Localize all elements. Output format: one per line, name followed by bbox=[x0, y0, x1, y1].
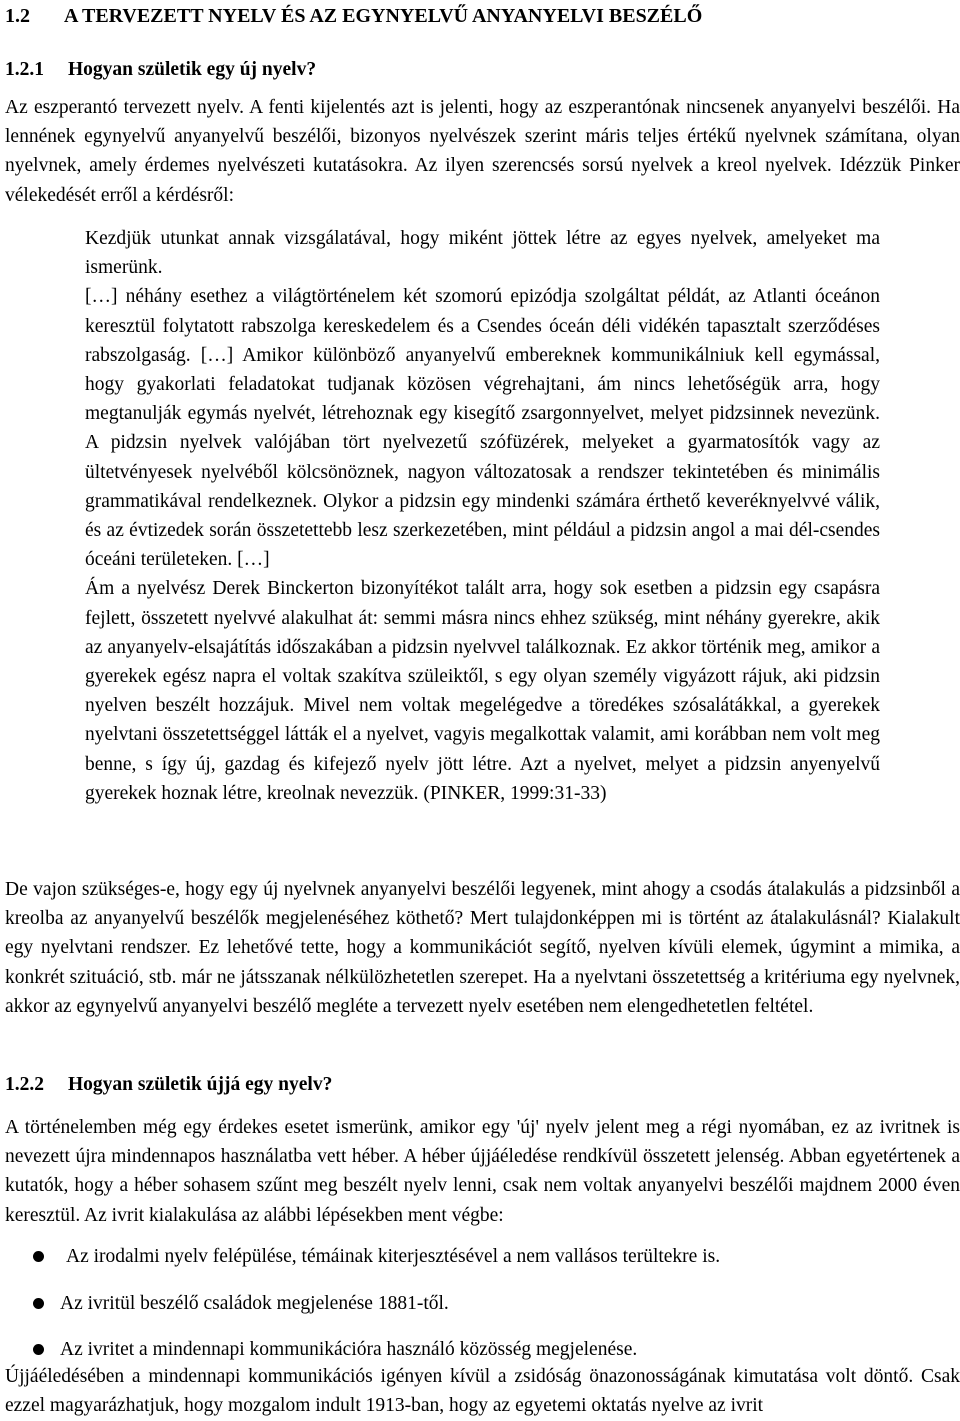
bullet-icon bbox=[33, 1298, 44, 1309]
list-item-text: Az ivritet a mindennapi kommunikációra használó közösség megjelenése. bbox=[60, 1339, 638, 1360]
bullet-icon bbox=[33, 1251, 44, 1262]
subsection-title: Hogyan születik egy új nyelv? bbox=[68, 59, 317, 80]
hebrew-paragraph: A történelemben még egy érdekes esetet ismerünk, amikor egy 'új' nyelv jelent meg a régi nyomában, ez az ivritnek is nevezett újra mindennapos használatba vett héber. A héber újjáéledése rendkívül összetett jelenség. Abban egyetértenek a kutatók, hogy a héber sohasem szűnt meg beszélt nyelv lenni, csak nem voltak anyanyelvi beszélői majdnem 2000 éven keresztül. Az ivrit kialakulása az alábbi lépésekben ment végbe: bbox=[5, 1117, 960, 1226]
subsection-number: 1.2.1 bbox=[5, 59, 44, 80]
list-item-text: Az irodalmi nyelv felépülése, témáinak kiterjesztésével a nem vallásos terültekre is. bbox=[66, 1246, 721, 1267]
list-item-text: Az ivritül beszélő családok megjelenése 1881-től. bbox=[60, 1292, 449, 1314]
pinker-quote bbox=[85, 224, 880, 808]
list-item bbox=[5, 1289, 960, 1336]
quote-paragraph: Kezdjük utunkat annak vizsgálatával, hogy miként jöttek létre az egyes nyelvek, amelyeket ma ismerünk. bbox=[85, 228, 880, 279]
list-item bbox=[5, 1242, 960, 1289]
subsection-number: 1.2.2 bbox=[5, 1074, 44, 1095]
subsection-heading bbox=[5, 57, 316, 83]
quote-paragraph: […] néhány esethez a világtörténelem két szomorú epizódja szolgáltat példát, az Atlanti óceánon keresztül folytatott rabszolga kereskedelem és a Csendes óceán déli vidékén tapasztalt szerződéses rabszolgaság. […] Amikor különböző anyanyelvű embereknek kommunikálniuk kell egymással, hogy gyakorlati feladatokat tudjanak közösen végrehajtani, ám nincs lehetőségük arra, hogy megtanulják egymás nyelvét, létrehoznak egy kisegítő zsargonnyelvet, melyet pidzsinnek nevezünk. A pidzsin nyelvek valójában tört nyelvezetű szófüzérek, melyeket a gyarmatosítók vagy az ültetvényesek nyelvéből kölcsönöznek, nagyon változatosak a rendszer tekintetében és minimális grammatikával rendelkeznek. Olykor a pidzsin egy mindenki számára érthető keveréknyelvvé válik, és az évtizedek során összetettebb lesz szerkezetében, mint például a pidzsin angol a mai dél-csendes óceáni területeken. […] bbox=[85, 286, 880, 571]
steps-list bbox=[5, 1242, 960, 1382]
section-title: A TERVEZETT NYELV ÉS AZ EGYNYELVŰ ANYANYELVI BESZÉLŐ bbox=[64, 5, 703, 27]
quote-paragraph: Ám a nyelvész Derek Binckerton bizonyítékot talált arra, hogy sok esetben a pidzsin egy csapásra fejlett, összetett nyelvvé alakulhat át: semmi másra nincs ehhez szükség, mint néhány gyerekre, akik az anyanyelv-elsajátítás időszakában a pidzsin nyelvvel találkoznak. Ez akkor történik meg, amikor a gyerekek egész napra el voltak szakítva szüleiktől, s egy olyan személy vigyázott rájuk, aki pidzsin nyelven beszélt hozzájuk. Mivel nem voltak megelégedve a töredékes szósalátákkal, a gyerekek nyelvtani összetettséggel látták el a nyelvet, vagyis megalkottak valamit, ami korábban nem volt meg benne, s így új, gazdag és kifejező nyelv jött létre. Azt a nyelvet, melyet a pidzsin anyenyelvű gyerekek hoznak létre, kreolnak nevezzük. (PINKER, 1999:31-33) bbox=[85, 578, 880, 804]
intro-paragraph: Az eszperantó tervezett nyelv. A fenti kijelentés azt is jelenti, hogy az eszperantónak nincsenek anyanyelvi beszélői. Ha lennének egynyelvű anyanyelvű beszélői, bizonyos nyelvészek szerint máris teljes értékű nyelvnek számítana, olyan nyelvnek, amely érdemes nyelvészeti kutatásokra. Az ilyen szerencsés sorsú nyelvek a kreol nyelvek. Idézzük Pinker vélekedését erről a kérdésről: bbox=[5, 97, 960, 206]
subsection-title: Hogyan születik újjá egy nyelv? bbox=[68, 1074, 333, 1095]
closing-paragraph: Újjáéledésében a mindennapi kommunikációs igényen kívül a zsidóság önazonosságának kimutatása volt döntő. Csak ezzel magyarázhatjuk, hogy mozgalom indult 1913-ban, hogy az egyetemi oktatás nyelve az ivrit bbox=[5, 1366, 960, 1417]
section-number: 1.2 bbox=[5, 5, 30, 27]
discussion-paragraph: De vajon szükséges-e, hogy egy új nyelvnek anyanyelvi beszélői legyenek, mint ahogy a csodás átalakulás a pidzsinből a kreolba az anyanyelvű beszélők megjelenéséhez köthető? Mert tulajdonképpen mi is történt az átalakulásnál? Kialakult egy nyelvtani rendszer. Ez lehetővé tette, hogy a kommunikációt segítő, nyelven kívüli elemek, úgymint a mimika, a konkrét szituáció, stb. már ne játsszanak nélkülözhetetlen szerepet. Ha a nyelvtani összetettség a kritériuma egy nyelvnek, akkor az egynyelvű anyanyelvi beszélő megléte a tervezett nyelv esetében nem elengedhetetlen feltétel. bbox=[5, 879, 960, 1017]
section-heading bbox=[5, 3, 702, 29]
bullet-icon bbox=[33, 1344, 44, 1355]
subsection-heading bbox=[5, 1072, 332, 1098]
